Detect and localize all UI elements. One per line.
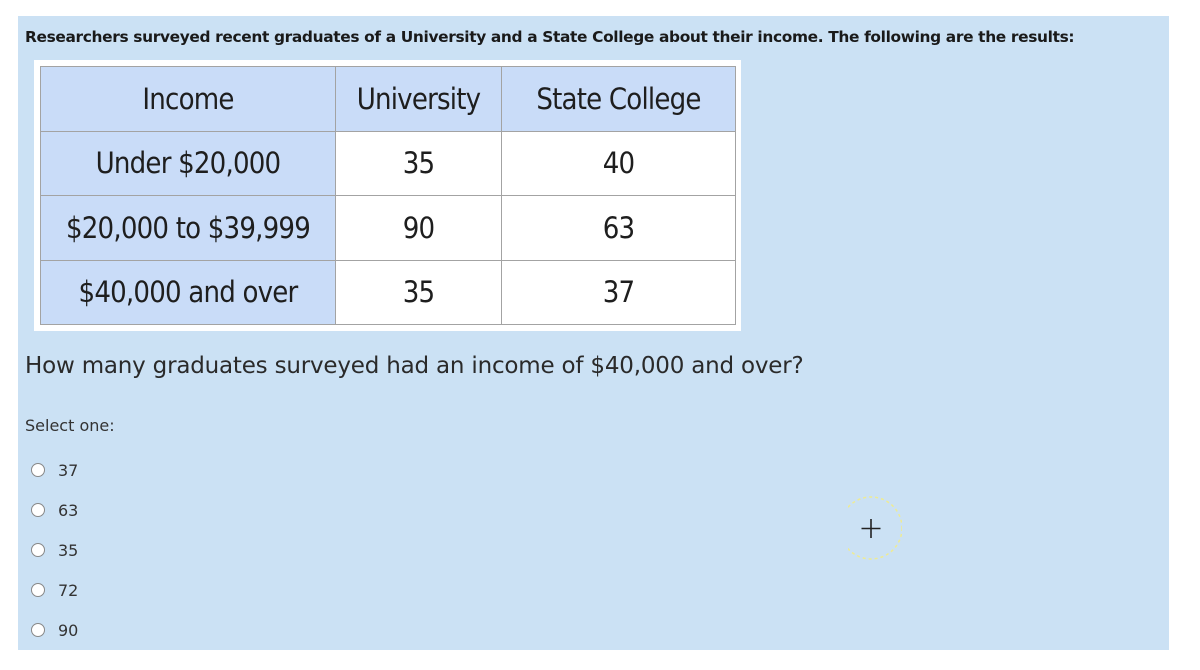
cell-university: 35 — [336, 131, 502, 196]
cell-state-college: 40 — [502, 131, 736, 196]
row-label: $20,000 to $39,999 — [41, 196, 336, 261]
answer-option-label: 35 — [58, 540, 79, 560]
answer-option[interactable] — [31, 530, 78, 570]
row-label: $40,000 and over — [41, 260, 336, 325]
header-income: Income — [41, 67, 336, 132]
income-table-container — [34, 60, 741, 331]
answer-option[interactable] — [31, 610, 78, 650]
answer-option[interactable] — [31, 450, 78, 490]
answer-options — [31, 450, 78, 650]
table-row — [41, 196, 736, 261]
radio-button[interactable] — [31, 463, 45, 477]
answer-option-label: 72 — [58, 580, 79, 600]
income-table — [40, 66, 736, 325]
crosshair-cursor-icon — [848, 496, 902, 560]
radio-button[interactable] — [31, 623, 45, 637]
answer-option-label: 90 — [58, 620, 79, 640]
table-row — [41, 260, 736, 325]
answer-option-label: 37 — [58, 460, 79, 480]
cell-university: 90 — [336, 196, 502, 261]
cell-university: 35 — [336, 260, 502, 325]
question-prompt: How many graduates surveyed had an income of $40,000 and over? — [25, 353, 804, 379]
cell-state-college: 63 — [502, 196, 736, 261]
answer-option[interactable] — [31, 490, 78, 530]
header-state-college: State College — [502, 67, 736, 132]
radio-button[interactable] — [31, 583, 45, 597]
question-intro: Researchers surveyed recent graduates of a University and a State College about their income. The following are the results: — [25, 28, 1075, 46]
radio-button[interactable] — [31, 543, 45, 557]
question-panel — [18, 16, 1169, 650]
select-one-label: Select one: — [25, 416, 115, 435]
header-university: University — [336, 67, 502, 132]
answer-option[interactable] — [31, 570, 78, 610]
table-row — [41, 131, 736, 196]
row-label: Under $20,000 — [41, 131, 336, 196]
cell-state-college: 37 — [502, 260, 736, 325]
table-header-row — [41, 67, 736, 132]
answer-option-label: 63 — [58, 500, 79, 520]
radio-button[interactable] — [31, 503, 45, 517]
